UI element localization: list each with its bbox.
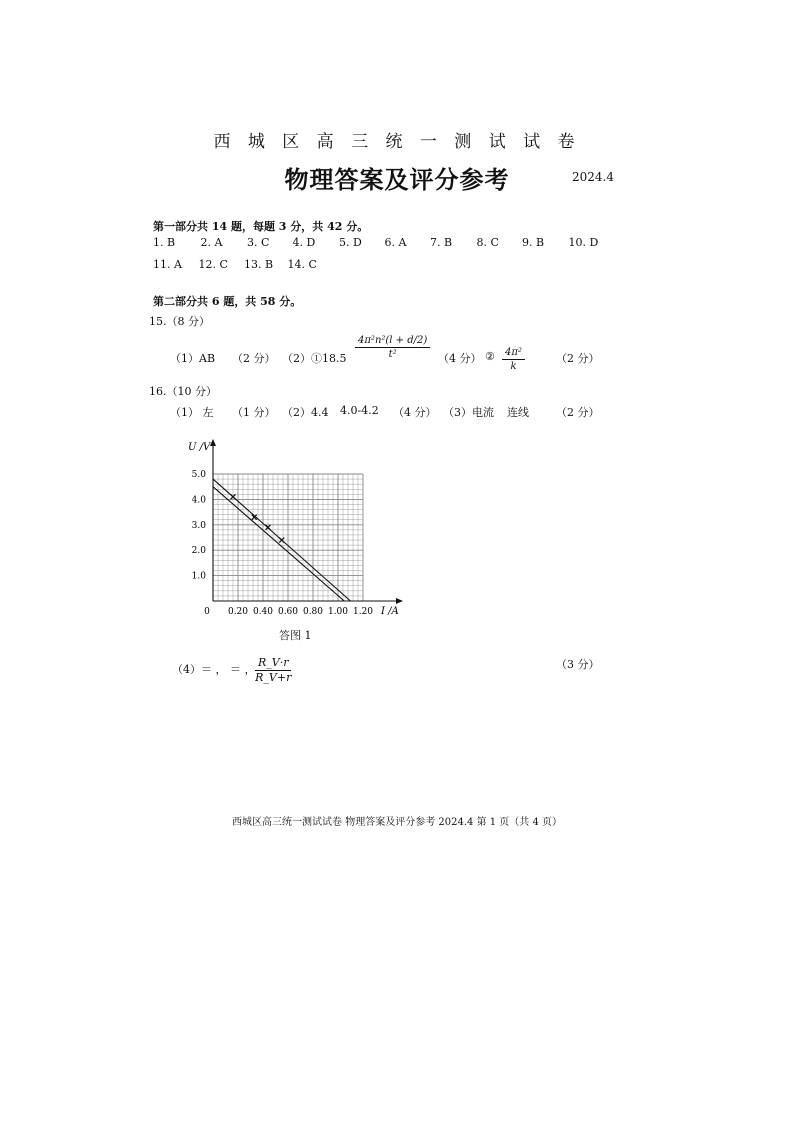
answer-item: 13. B: [244, 258, 274, 271]
answer-item: 9. B: [522, 236, 545, 249]
x-tick-label: 0.60: [277, 607, 299, 617]
part1-answers-row1: [153, 236, 609, 249]
q15-part2-score: （4 分）: [438, 352, 482, 365]
u-i-graph: [180, 436, 420, 626]
q15-part2: （2）①18.5: [282, 352, 347, 365]
answer-item: 12. C: [198, 258, 228, 271]
formula1-denominator: t²: [388, 349, 397, 360]
main-title: 物理答案及评分参考: [284, 165, 510, 194]
part4-numerator: R_V·r: [255, 657, 291, 671]
answer-item: 10. D: [568, 236, 599, 249]
q15-formula2: [502, 340, 525, 372]
x-tick-label: 0.20: [227, 607, 249, 617]
figure-caption: 答图 1: [279, 629, 312, 642]
q15-part2b: ②: [485, 350, 495, 363]
answer-item: 1. B: [153, 236, 176, 249]
answer-item: 14. C: [287, 258, 317, 271]
answer-item: 3. C: [247, 236, 270, 249]
y-tick-label: 3.0: [191, 520, 206, 531]
q16-part4: （4）＝ ， ＝ ，: [172, 663, 256, 676]
answer-item: 2. A: [200, 236, 223, 249]
y-axis-label: U /V: [188, 442, 211, 453]
q15-part1-score: （2 分）: [232, 352, 276, 365]
q15-part1: （1）AB: [170, 352, 216, 365]
answer-item: 5. D: [339, 236, 362, 249]
part1-answers-row2: [153, 258, 328, 271]
q16-part1: （1） 左: [170, 406, 214, 419]
graph-grid-major: [213, 474, 363, 601]
graph-axes: [210, 439, 403, 604]
formula1-numerator: 4π²n²(l + d/2): [355, 335, 430, 348]
x-axis-arrow: [396, 598, 403, 604]
part2-heading: 第二部分共 6 题，共 58 分。: [153, 295, 302, 308]
q16-part2-range: 4.0-4.2: [340, 404, 379, 417]
q16-part2: （2）4.4: [282, 406, 329, 419]
answer-item: 7. B: [430, 236, 453, 249]
part4-denominator: R_V+r: [255, 671, 292, 685]
y-tick-label: 2.0: [191, 546, 206, 557]
answer-item: 11. A: [153, 258, 182, 271]
series-line: [213, 487, 344, 601]
x-tick-label: 0: [204, 607, 210, 617]
y-tick-label: 5.0: [191, 470, 206, 480]
q16-part3: （3）电流: [443, 406, 494, 419]
y-tick-label: 4.0: [191, 495, 206, 506]
x-tick-label: 0.40: [252, 607, 274, 617]
y-tick-label: 1.0: [191, 571, 206, 582]
formula2-numerator: 4π²: [502, 347, 525, 360]
exam-date: 2024.4: [572, 170, 614, 184]
answer-item: 6. A: [384, 236, 407, 249]
exam-title: 西 城 区 高 三 统 一 测 试 试 卷: [213, 132, 581, 152]
q15-label: 15.（8 分）: [149, 315, 210, 328]
q16-part3b: 连线: [507, 406, 529, 419]
q16-label: 16.（10 分）: [149, 385, 217, 398]
y-axis-arrow: [210, 439, 216, 446]
answer-item: 4. D: [292, 236, 316, 249]
q15-part2b-score: （2 分）: [556, 352, 600, 365]
x-tick-label: 1.00: [327, 607, 349, 617]
x-axis-label: I /A: [381, 606, 399, 617]
x-tick-label: 1.20: [352, 607, 374, 617]
x-tick-label: 0.80: [302, 607, 324, 617]
q15-formula1: [355, 328, 430, 360]
page-footer: 西城区高三统一测试试卷 物理答案及评分参考 2024.4 第 1 页（共 4 页）: [232, 817, 562, 828]
answer-item: 8. C: [476, 236, 499, 249]
part1-heading: 第一部分共 14 题，每题 3 分，共 42 分。: [153, 220, 369, 233]
q16-part2-score: （4 分）: [393, 406, 437, 419]
q16-part4-score: （3 分）: [556, 658, 600, 671]
q16-part4-formula: [255, 651, 291, 684]
q16-part3-score: （2 分）: [556, 406, 600, 419]
formula2-denominator: k: [510, 361, 517, 372]
q16-part1-score: （1 分）: [232, 406, 276, 419]
